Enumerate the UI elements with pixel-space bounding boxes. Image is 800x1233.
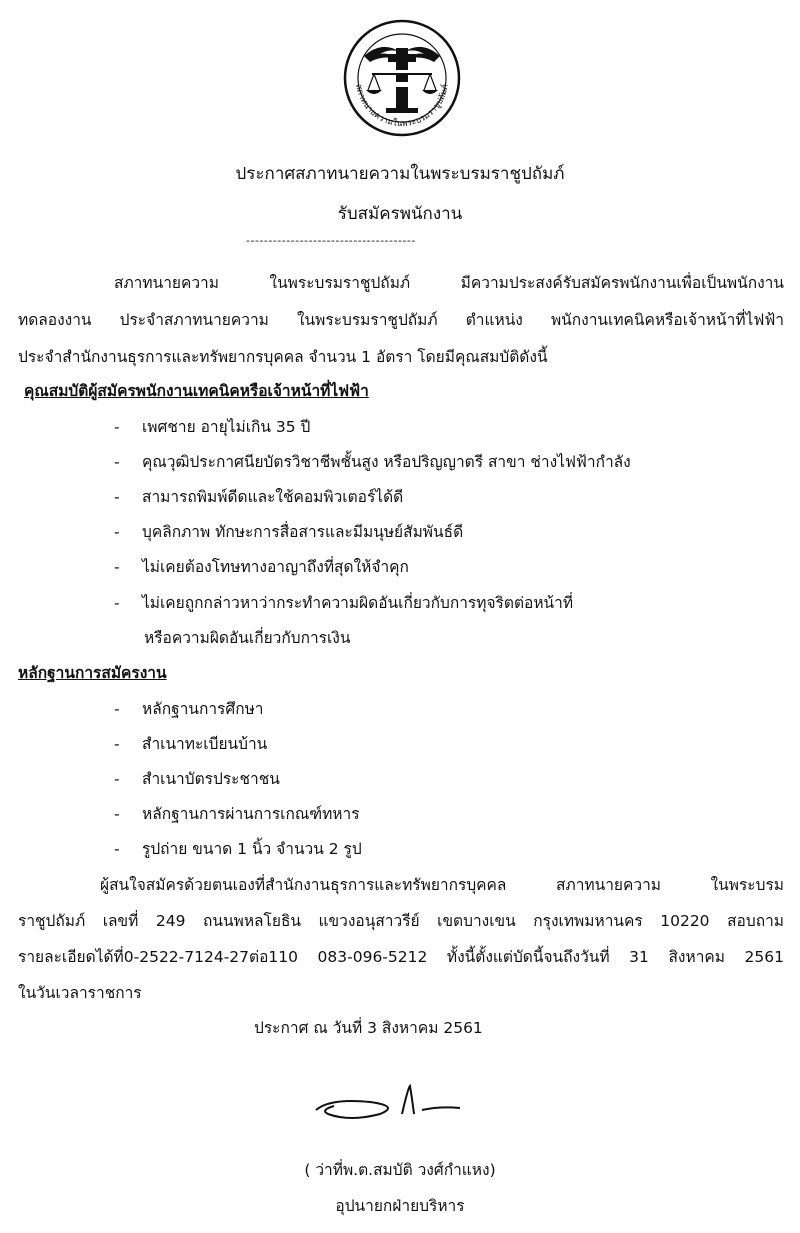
closing-line-1: ผู้สนใจสมัครด้วยตนเองที่สำนักงานธุรการและทรัพยากรบุคคล สภาทนายความ ในพระบรม — [100, 876, 784, 894]
document-item: - สำเนาบัตรประชาชน — [114, 770, 280, 788]
closing-last-line: ในวันเวลาราชการ — [18, 984, 142, 1002]
closing-line-3: รายละเอียดได้ที่0-2522-7124-27ต่อ110 083-096-5212 ทั้งนี้ตั้งแต่บัดนี้จนถึงวันที่ 31 สิงหาคม 2561 — [18, 948, 784, 966]
qualification-item: - ไม่เคยต้องโทษทางอาญาถึงที่สุดให้จำคุก — [114, 558, 409, 576]
document-item: - รูปถ่าย ขนาด 1 นิ้ว จำนวน 2 รูป — [114, 840, 362, 858]
divider: -------------------------------------- — [246, 234, 416, 247]
intro-line-1: สภาทนายความ ในพระบรมราชูปถัมภ์ มีความประสงค์รับสมัครพนักงานเพื่อเป็นพนักงาน — [114, 274, 784, 292]
document-item: - สำเนาทะเบียนบ้าน — [114, 735, 268, 753]
announcement-title: ประกาศสภาทนายความในพระบรมราชูปถัมภ์ — [235, 164, 565, 184]
council-seal-logo — [342, 18, 462, 138]
seal-text: สภาทนายความในพระบรมราชูปถัมภ์ — [353, 83, 451, 130]
intro-line-3: ประจำสำนักงานธุรการและทรัพยากรบุคคล จำนวน 1 อัตรา โดยมีคุณสมบัติดังนี้ — [18, 348, 548, 366]
closing-line-2: ราชูปถัมภ์ เลขที่ 249 ถนนพหลโยธิน แขวงอนุสาวรีย์ เขตบางเขน กรุงเทพมหานคร 10220 สอบถาม — [18, 912, 784, 930]
qualifications-heading: คุณสมบัติผู้สมัครพนักงานเทคนิคหรือเจ้าหน้าที่ไฟฟ้า — [24, 382, 369, 400]
document-item: - หลักฐานการศึกษา — [114, 700, 264, 718]
handwritten-signature — [310, 1080, 470, 1130]
documents-heading: หลักฐานการสมัครงาน — [18, 664, 167, 682]
announcement-subtitle: รับสมัครพนักงาน — [337, 204, 463, 224]
qualification-continuation: หรือความผิดอันเกี่ยวกับการเงิน — [144, 629, 351, 647]
qualification-item: - สามารถพิมพ์ดีดและใช้คอมพิวเตอร์ได้ดี — [114, 488, 404, 506]
document-item: - หลักฐานการผ่านการเกณฑ์ทหาร — [114, 805, 360, 823]
announcement-date: ประกาศ ณ วันที่ 3 สิงหาคม 2561 — [254, 1019, 483, 1037]
signatory-name: ( ว่าที่พ.ต.สมบัติ วงศ์กำแหง) — [304, 1161, 496, 1179]
signatory-position: อุปนายกฝ่ายบริหาร — [335, 1197, 465, 1215]
qualification-item: - บุคลิกภาพ ทักษะการสื่อสารและมีมนุษย์สัมพันธ์ดี — [114, 523, 464, 541]
qualification-item: - ไม่เคยถูกกล่าวหาว่ากระทำความผิดอันเกี่ยวกับการทุจริตต่อหน้าที่ — [114, 594, 574, 612]
qualification-item: - เพศชาย อายุไม่เกิน 35 ปี — [114, 418, 311, 436]
intro-line-2: ทดลองงาน ประจำสภาทนายความ ในพระบรมราชูปถัมภ์ ตำแหน่ง พนักงานเทคนิคหรือเจ้าหน้าที่ไฟฟ้า — [18, 311, 784, 329]
qualification-item: - คุณวุฒิประกาศนียบัตรวิชาชีพชั้นสูง หรือปริญญาตรี สาขา ช่างไฟฟ้ากำลัง — [114, 453, 631, 471]
